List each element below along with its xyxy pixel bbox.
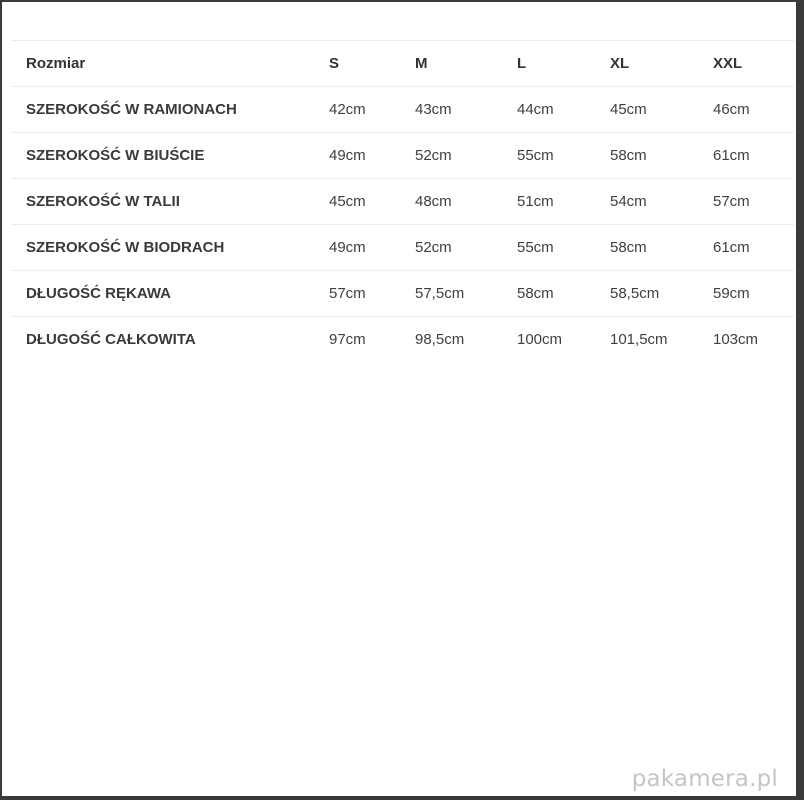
row-label: DŁUGOŚĆ RĘKAWA [12,271,315,317]
table-cell: 42cm [315,87,401,133]
row-label: SZEROKOŚĆ W RAMIONACH [12,87,315,133]
table-cell: 43cm [401,87,503,133]
size-table [12,40,794,362]
table-cell: 57cm [699,179,794,225]
table-cell: 51cm [503,179,596,225]
table-cell: 54cm [596,179,699,225]
table-row [12,271,794,317]
table-cell: 57cm [315,271,401,317]
table-cell: 45cm [315,179,401,225]
table-row [12,225,794,271]
table-cell: 97cm [315,317,401,363]
table-row [12,317,794,363]
row-label: SZEROKOŚĆ W TALII [12,179,315,225]
header-size-l: L [503,41,596,87]
header-size-m: M [401,41,503,87]
table-cell: 55cm [503,133,596,179]
header-size-s: S [315,41,401,87]
table-cell: 58,5cm [596,271,699,317]
pakamera-watermark: pakamera.pl [631,766,778,792]
table-header-row [12,41,794,87]
table-cell: 58cm [596,133,699,179]
table-row [12,179,794,225]
header-size-label: Rozmiar [12,41,315,87]
table-cell: 46cm [699,87,794,133]
row-label: DŁUGOŚĆ CAŁKOWITA [12,317,315,363]
size-chart-frame [2,2,796,796]
table-cell: 58cm [596,225,699,271]
table-row [12,87,794,133]
table-cell: 61cm [699,225,794,271]
table-cell: 55cm [503,225,596,271]
table-cell: 59cm [699,271,794,317]
table-cell: 52cm [401,133,503,179]
table-cell: 52cm [401,225,503,271]
table-cell: 49cm [315,133,401,179]
table-cell: 49cm [315,225,401,271]
table-row [12,133,794,179]
table-cell: 98,5cm [401,317,503,363]
table-cell: 45cm [596,87,699,133]
table-cell: 57,5cm [401,271,503,317]
header-size-xxl: XXL [699,41,794,87]
table-cell: 48cm [401,179,503,225]
table-cell: 101,5cm [596,317,699,363]
table-cell: 100cm [503,317,596,363]
table-cell: 58cm [503,271,596,317]
header-size-xl: XL [596,41,699,87]
table-cell: 44cm [503,87,596,133]
row-label: SZEROKOŚĆ W BIODRACH [12,225,315,271]
table-cell: 103cm [699,317,794,363]
row-label: SZEROKOŚĆ W BIUŚCIE [12,133,315,179]
table-cell: 61cm [699,133,794,179]
